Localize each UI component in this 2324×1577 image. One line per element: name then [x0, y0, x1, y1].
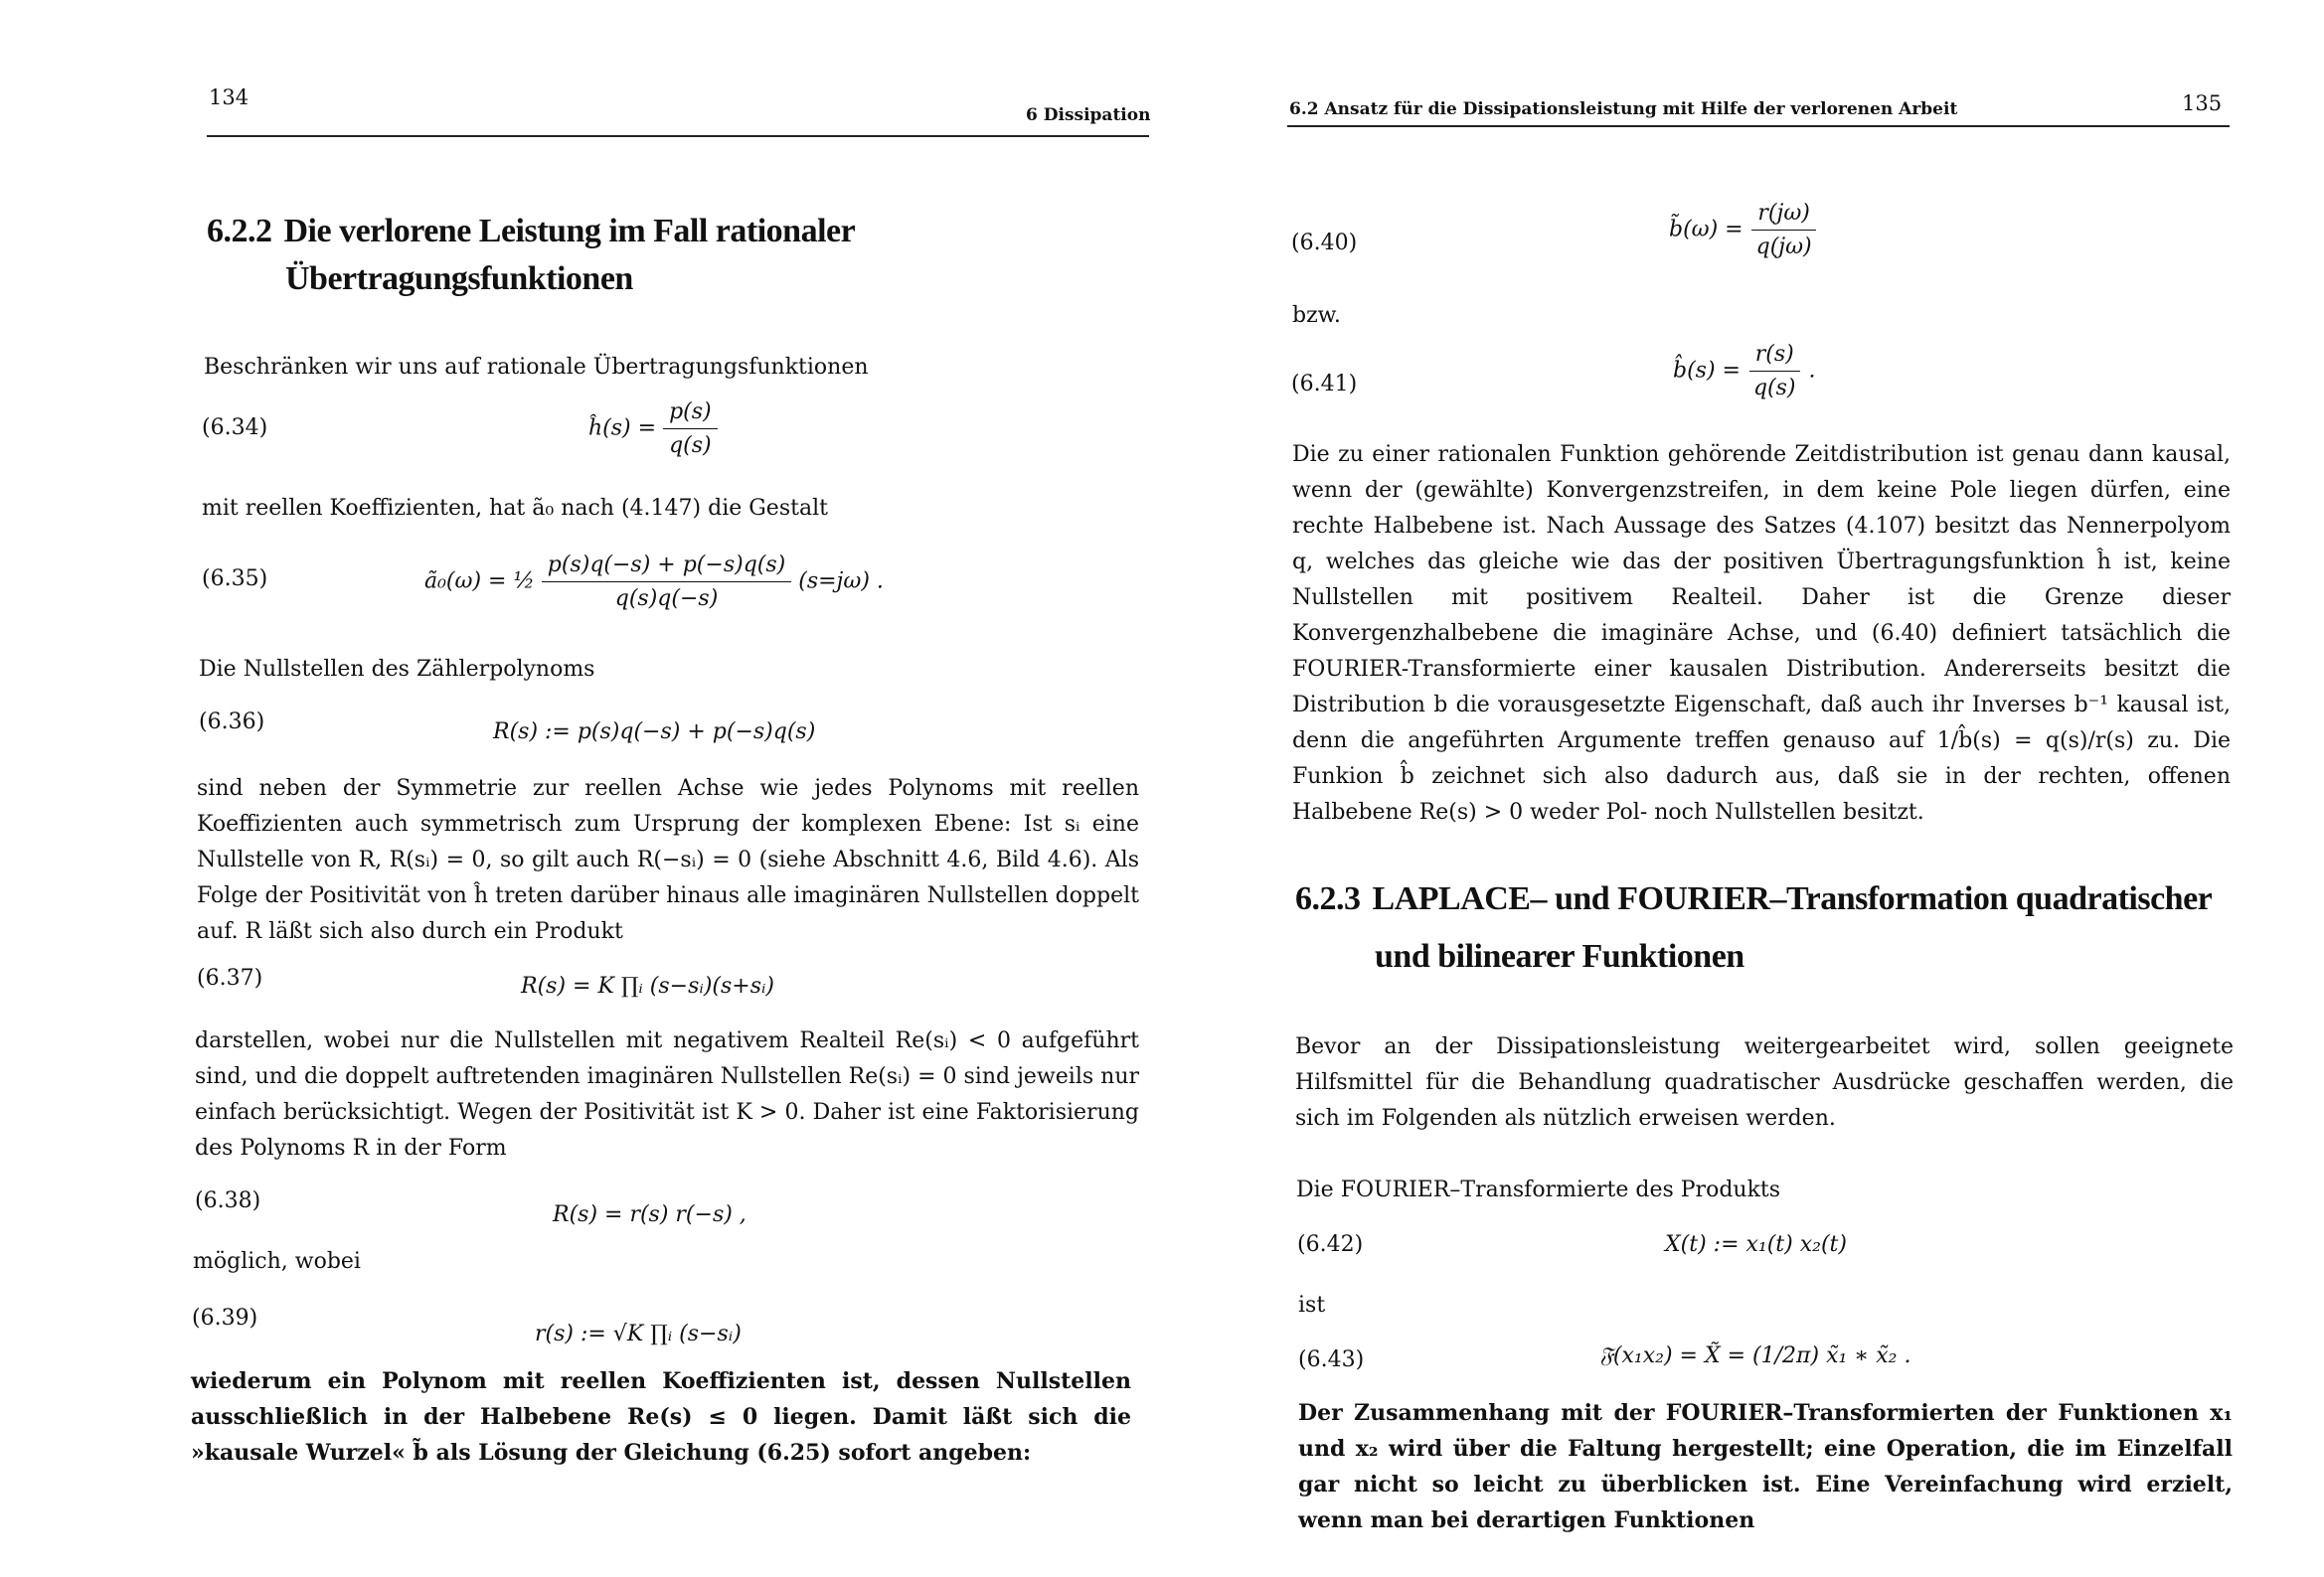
eq-6-39-label: (6.39) — [192, 1306, 258, 1331]
paragraph-r1: Die zu einer rationalen Funktion gehörende Zeitdistribution ist genau dann kausal, wenn der (gewählte) Konvergenzstreifen, in dem keine Pole liegen dürfen, eine rechte Halbebene ist. Nach Aussage des Satzes (4.107) besitzt das Nennerpolyom q, welches das gleiche wie das der positiven Übertragungsfunktion ĥ ist, keine Nullstellen mit positivem Realteil. Daher ist die Grenze dieser Konvergenzhalbebene die imaginäre Achse, und (6.40) definiert tatsächlich die FOURIER-Transformierte einer kausalen Distribution. Andererseits besitzt die Distribution b die vorausgesetzte Eigenschaft, daß auch ihr Inverses b⁻¹ kausal ist, denn die angeführten Argumente treffen genauso auf 1/b̂(s) = q(s)/r(s) zu. Die Funkion b̂ zeichnet sich also dadurch aus, daß sie in der rechten, offenen Halbebene Re(s) > 0 weder Pol- noch Nullstellen besitzt. — [1292, 442, 2231, 825]
eq-6-40 — [1669, 201, 1818, 259]
eq-6-41-denominator: q(s) — [1752, 376, 1796, 400]
ist-text: ist — [1298, 1293, 1326, 1318]
eq-6-40-label: (6.40) — [1291, 231, 1358, 255]
section-heading-6-2-3 — [1295, 880, 2212, 918]
paragraph-r3: Die FOURIER–Transformierte des Produkts — [1296, 1178, 1781, 1202]
paragraph-6: möglich, wobei — [193, 1249, 361, 1274]
eq-6-40-lhs: b̃(ω) = — [1669, 217, 1743, 242]
running-header-right: 6.2 Ansatz für die Dissipationsleistung mit Hilfe der verlorenen Arbeit — [1289, 99, 1958, 119]
paragraph-r4: Der Zusammenhang mit der FOURIER–Transformierten der Funktionen x₁ und x₂ wird über die Faltung hergestellt; eine Operation, die im Einzelfall gar nicht so leicht zu überblicken ist. Eine Vereinfachung wird erzielt, wenn man bei derartigen Funktionen — [1298, 1400, 2233, 1533]
header-rule-left — [207, 135, 1149, 137]
eq-6-36: R(s) := p(s)q(−s) + p(−s)q(s) — [493, 719, 816, 744]
bzw-text: bzw. — [1292, 303, 1341, 328]
paragraph-5: darstellen, wobei nur die Nullstellen mit negativem Realteil Re(sᵢ) < 0 aufgeführt sind, und die doppelt auftretenden imaginären Nullstellen Re(sᵢ) = 0 sind jeweils nur einfach berücksichtigt. Wegen der Positivität ist K > 0. Daher ist eine Faktorisierung des Polynoms R in der Form — [195, 1028, 1139, 1161]
right-page — [1162, 0, 2324, 1577]
eq-6-35-denominator: q(s)q(−s) — [614, 586, 719, 611]
paragraph-2: mit reellen Koeffizienten, hat ã₀ nach (4.147) die Gestalt — [202, 496, 828, 521]
eq-6-39: r(s) := √K ∏ᵢ (s−sᵢ) — [535, 1322, 742, 1346]
section-title-line2: Übertragungsfunktionen — [285, 260, 633, 297]
eq-6-34-lhs: ĥ(s) = — [588, 415, 657, 441]
eq-6-35-lhs: ã₀(ω) = ½ — [424, 568, 535, 594]
eq-6-34-denominator: q(s) — [669, 433, 712, 458]
eq-6-40-numerator: r(jω) — [1751, 201, 1815, 231]
eq-6-43: 𝔉(x₁x₂) = X̃ = (1/2π) x̃₁ ∗ x̃₂ . — [1599, 1343, 1911, 1368]
eq-6-43-label: (6.43) — [1298, 1347, 1365, 1372]
eq-6-34-fraction — [663, 399, 718, 458]
eq-6-38: R(s) = r(s) r(−s) , — [553, 1202, 747, 1227]
section-number-r: 6.2.3 — [1295, 880, 1361, 917]
eq-6-42-label: (6.42) — [1297, 1232, 1364, 1257]
section-number: 6.2.2 — [207, 213, 272, 249]
eq-6-41 — [1673, 342, 1816, 400]
page-number-right: 135 — [2182, 91, 2223, 115]
eq-6-35 — [424, 552, 884, 611]
section-title-line1: Die verlorene Leistung im Fall rationaler — [283, 213, 856, 249]
eq-6-40-denominator: q(jω) — [1755, 235, 1812, 259]
eq-6-35-fraction — [542, 552, 791, 611]
eq-6-41-numerator: r(s) — [1749, 342, 1800, 372]
paragraph-7: wiederum ein Polynom mit reellen Koeffizienten ist, dessen Nullstellen ausschließlich in der Halbebene Re(s) ≤ 0 liegen. Damit läßt sich die »kausale Wurzel« b̃ als Lösung der Gleichung (6.25) sofort angeben: — [191, 1368, 1131, 1466]
eq-6-35-numerator: p(s)q(−s) + p(−s)q(s) — [542, 552, 791, 582]
paragraph-3: Die Nullstellen des Zählerpolynoms — [199, 657, 595, 682]
eq-6-35-label: (6.35) — [202, 566, 268, 591]
eq-6-34-label: (6.34) — [202, 415, 268, 440]
section-title-r-line2: und bilinearer Funktionen — [1375, 938, 1744, 975]
eq-6-40-fraction — [1750, 201, 1818, 259]
paragraph-4: sind neben der Symmetrie zur reellen Achse wie jedes Polynoms mit reellen Koeffizienten auch symmetrisch zum Ursprung der komplexen Ebene: Ist sᵢ eine Nullstelle von R, R(sᵢ) = 0, so gilt auch R(−sᵢ) = 0 (siehe Abschnitt 4.6, Bild 4.6). Als Folge der Positivität von ĥ treten darüber hinaus alle imaginären Nullstellen doppelt auf. R läßt sich also durch ein Produkt — [197, 776, 1139, 944]
eq-6-34 — [588, 399, 718, 458]
paragraph-1: Beschränken wir uns auf rationale Übertragungsfunktionen — [204, 355, 869, 380]
eq-6-41-fraction — [1747, 342, 1802, 400]
header-rule-right — [1287, 125, 2230, 127]
eq-6-38-label: (6.38) — [195, 1188, 261, 1213]
eq-6-41-tail: . — [1808, 358, 1816, 384]
paragraph-r2: Bevor an der Dissipationsleistung weitergearbeitet wird, sollen geeignete Hilfsmittel für die Behandlung quadratischer Ausdrücke geschaffen werden, die sich im Folgenden als nützlich erweisen werden. — [1295, 1034, 2234, 1131]
section-heading-6-2-2 — [207, 213, 855, 250]
eq-6-34-numerator: p(s) — [663, 399, 718, 429]
running-header-left: 6 Dissipation — [1026, 105, 1151, 125]
eq-6-37-label: (6.37) — [197, 966, 263, 991]
eq-6-41-lhs: b̂(s) = — [1673, 358, 1741, 384]
eq-6-37: R(s) = K ∏ᵢ (s−sᵢ)(s+sᵢ) — [521, 974, 775, 999]
eq-6-35-tail: (s=jω) . — [798, 568, 884, 594]
section-title-r-line1: LAPLACE– und FOURIER–Transformation quadratischer — [1372, 880, 2213, 917]
eq-6-36-label: (6.36) — [199, 710, 265, 734]
page-number-left: 134 — [209, 85, 249, 109]
eq-6-42: X(t) := x₁(t) x₂(t) — [1665, 1232, 1847, 1257]
eq-6-41-label: (6.41) — [1291, 372, 1358, 396]
